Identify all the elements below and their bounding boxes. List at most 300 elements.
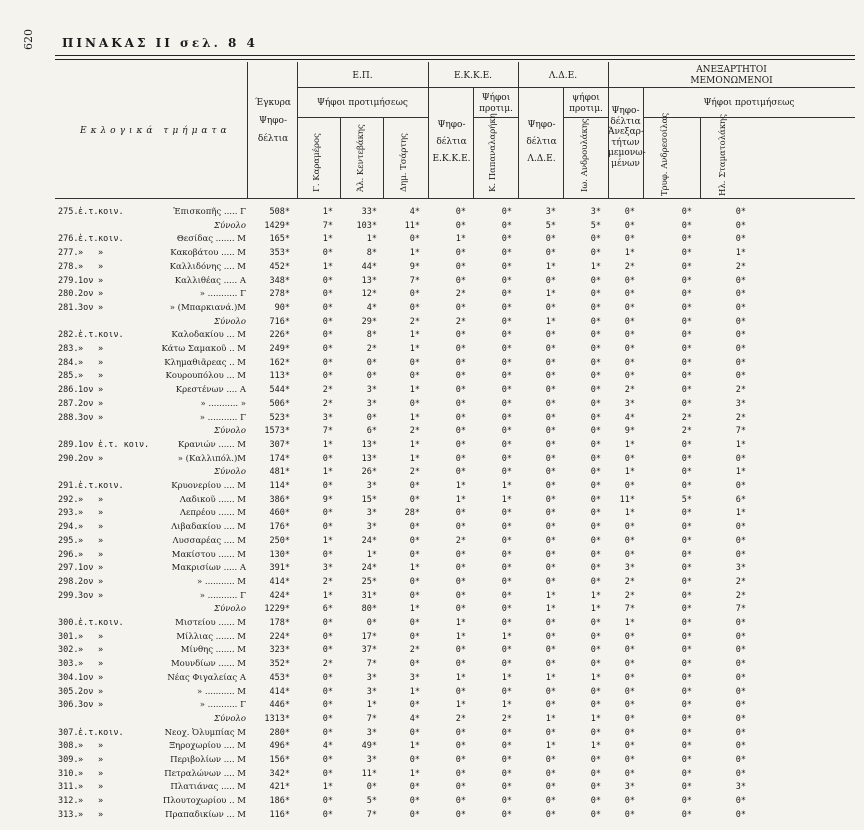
vote-cell: 1*: [409, 248, 420, 259]
table-row: [0, 632, 864, 643]
vote-cell: 0*: [501, 809, 512, 820]
district-name: Κάτω Σαμακοῦ .. Μ: [161, 344, 246, 354]
vote-cell: 176*: [269, 522, 290, 533]
vote-cell: 2*: [322, 576, 333, 587]
vote-cell: 0*: [545, 535, 556, 546]
vote-cell: 0*: [366, 357, 377, 368]
vote-cell: 0*: [545, 426, 556, 437]
vote-cell: 0*: [590, 248, 601, 259]
vote-cell: 0*: [545, 755, 556, 765]
vote-cell: 1*: [455, 481, 466, 491]
vote-cell: 1*: [366, 700, 377, 711]
vote-cell: 0*: [681, 467, 692, 478]
vote-cell: 165*: [269, 234, 290, 245]
vote-cell: 0*: [681, 713, 692, 724]
vote-cell: 0*: [409, 659, 420, 670]
row-kind: κοιν.: [98, 727, 124, 738]
vote-cell: 11*: [361, 768, 377, 779]
row-number: 300.: [58, 618, 79, 628]
row-type: »: [78, 508, 84, 519]
vote-cell: 508*: [269, 207, 290, 217]
district-name: Λαδικοῦ ...... Μ: [179, 494, 246, 505]
vote-cell: 0*: [624, 809, 635, 820]
ade-preference-header: [564, 93, 608, 115]
vote-cell: 0*: [624, 357, 635, 368]
vote-cell: 0*: [681, 631, 692, 642]
vote-cell: 0*: [322, 700, 333, 711]
vote-cell: 162*: [269, 357, 290, 368]
table-row: [0, 673, 864, 684]
vote-cell: 0*: [735, 713, 746, 724]
vote-cell: 3*: [322, 563, 333, 574]
vote-cell: 2*: [624, 590, 635, 601]
row-number: 299.: [58, 590, 79, 601]
vote-cell: 24*: [361, 563, 377, 574]
vote-cell: 0*: [735, 727, 746, 738]
row-kind: κοιν.: [98, 618, 124, 628]
vote-cell: 0*: [366, 618, 377, 628]
vote-cell: 1*: [455, 672, 466, 683]
table-row: [0, 262, 864, 273]
header-bottom-rule: [55, 198, 855, 199]
table-title: ΠΙΝΑΚΑΣ ΙΙ σελ. 8 4: [62, 36, 258, 50]
table-row: [0, 276, 864, 287]
vote-cell: 2*: [735, 385, 746, 396]
row-number: 312.: [58, 796, 79, 807]
row-type: »: [78, 755, 84, 765]
vote-cell: 0*: [545, 645, 556, 656]
vote-cell: 0*: [735, 549, 746, 560]
vote-cell: 0*: [501, 330, 512, 341]
table-row: [0, 645, 864, 656]
district-name: Μουνδίων ...... Μ: [170, 659, 246, 670]
header-line: προτιμ.: [479, 104, 513, 114]
vote-cell: 0*: [501, 549, 512, 560]
vote-cell: 0*: [322, 618, 333, 628]
district-name: Κλημαθιᾶρεας .. Μ: [164, 357, 246, 368]
district-name: Περιβολίων .... Μ: [170, 755, 246, 765]
vote-cell: 2*: [735, 412, 746, 423]
row-type: »: [78, 494, 84, 505]
header-line: Ψηφο-: [527, 120, 556, 130]
header-line: ψήφοι: [572, 93, 600, 103]
table-row: [0, 728, 864, 739]
vote-cell: 0*: [735, 275, 746, 286]
vote-cell: 24*: [361, 535, 377, 546]
vote-cell: 0*: [624, 549, 635, 560]
vote-cell: 0*: [501, 604, 512, 615]
district-name: Καλλιθέας ..... Α: [174, 275, 246, 286]
page-number: 620: [22, 29, 35, 50]
vote-cell: 1313*: [264, 713, 290, 724]
row-kind: »: [98, 576, 104, 587]
vote-cell: 0*: [590, 727, 601, 738]
row-number: 303.: [58, 659, 79, 670]
vote-cell: 9*: [322, 494, 333, 505]
vote-cell: 0*: [735, 741, 746, 752]
table-row: [0, 687, 864, 698]
district-name: Κρυονερίου .... Μ: [171, 481, 246, 491]
row-type: ἐ.τ.: [78, 618, 99, 628]
vote-cell: 0*: [322, 796, 333, 807]
table-row: [0, 344, 864, 355]
vote-cell: 0*: [681, 604, 692, 615]
vote-cell: 0*: [455, 248, 466, 259]
vote-cell: 9*: [624, 426, 635, 437]
district-name: » ........... Μ: [196, 686, 246, 697]
vote-cell: 0*: [545, 796, 556, 807]
row-type: ἐ.τ.: [78, 481, 99, 491]
section-label: Εκλογικά τμήματα: [80, 126, 231, 136]
header-line: τήτων: [611, 137, 640, 148]
vote-cell: 0*: [455, 453, 466, 464]
row-number: 279.: [58, 275, 79, 286]
district-name: Θεσίδας ....... Μ: [176, 234, 246, 245]
vote-cell: 4*: [366, 302, 377, 313]
district-name: » ........... Γ: [199, 289, 246, 300]
vote-cell: 4*: [624, 412, 635, 423]
row-kind: »: [98, 535, 104, 546]
vote-cell: 3*: [366, 672, 377, 683]
district-name: Σύνολο: [214, 604, 246, 615]
row-kind: »: [98, 289, 104, 300]
vote-cell: 0*: [501, 755, 512, 765]
district-name: Σύνολο: [214, 713, 246, 724]
vote-cell: 280*: [269, 727, 290, 738]
header-line: δέλτια: [257, 134, 289, 144]
district-name: Λυσσαρέας .... Μ: [172, 535, 246, 546]
vote-cell: 0*: [455, 371, 466, 382]
vote-cell: 0*: [681, 809, 692, 820]
independents-ballots-header: [608, 106, 646, 169]
row-number: 301.: [58, 631, 79, 642]
vote-cell: 353*: [269, 248, 290, 259]
vote-cell: 0*: [455, 357, 466, 368]
vote-cell: 1229*: [264, 604, 290, 615]
table-row: [0, 495, 864, 506]
vote-cell: 7*: [322, 426, 333, 437]
vote-cell: 0*: [590, 809, 601, 820]
vote-cell: 1*: [624, 508, 635, 519]
district-name: Μακρισίων ..... Α: [171, 563, 246, 574]
table-row: [0, 536, 864, 547]
table-row: [0, 358, 864, 369]
row-type: »: [78, 796, 84, 807]
table-row: [0, 700, 864, 711]
vote-cell: 0*: [681, 727, 692, 738]
table-row: [0, 508, 864, 519]
row-kind: »: [98, 796, 104, 807]
row-type: 3ον: [78, 700, 94, 711]
table-row: [0, 371, 864, 382]
district-name: Νέας Φιγαλείας Α: [167, 672, 246, 683]
vote-cell: 3*: [366, 727, 377, 738]
ade-candidate-1: Ιω. Ανδρουλάκης: [580, 118, 590, 192]
vote-cell: 178*: [269, 618, 290, 628]
vote-cell: 386*: [269, 494, 290, 505]
vote-cell: 0*: [322, 371, 333, 382]
vote-cell: 0*: [590, 549, 601, 560]
vote-cell: 0*: [409, 481, 420, 491]
vote-cell: 0*: [545, 494, 556, 505]
vote-cell: 2*: [735, 576, 746, 587]
vote-cell: 0*: [322, 357, 333, 368]
vote-cell: 0*: [681, 330, 692, 341]
district-name: » (Μπαρκιανά.)Μ: [169, 302, 246, 313]
table-row: [0, 618, 864, 629]
vote-cell: 0*: [590, 385, 601, 396]
vote-cell: 0*: [545, 631, 556, 642]
vote-cell: 1*: [735, 467, 746, 478]
vote-cell: 0*: [590, 782, 601, 793]
vote-cell: 0*: [455, 645, 466, 656]
top-rule-2: [55, 59, 855, 60]
vote-cell: 5*: [366, 796, 377, 807]
row-kind: ἐ.τ. κοιν.: [98, 439, 150, 450]
vote-cell: 0*: [545, 522, 556, 533]
vote-cell: 0*: [590, 412, 601, 423]
vote-cell: 0*: [501, 344, 512, 354]
vote-cell: 1*: [545, 261, 556, 272]
row-type: 2ον: [78, 398, 94, 409]
vote-cell: 0*: [590, 659, 601, 670]
vote-cell: 0*: [590, 344, 601, 354]
vote-cell: 0*: [681, 248, 692, 259]
vote-cell: 1*: [624, 618, 635, 628]
vote-cell: 0*: [366, 371, 377, 382]
row-number: 286.: [58, 385, 79, 396]
row-kind: »: [98, 412, 104, 423]
vote-cell: 0*: [409, 302, 420, 313]
row-number: 304.: [58, 672, 79, 683]
vote-cell: 0*: [501, 645, 512, 656]
vote-cell: 2*: [624, 385, 635, 396]
vote-cell: 8*: [366, 248, 377, 259]
ekke-ballots-header: [430, 120, 473, 165]
vote-cell: 2*: [409, 426, 420, 437]
vote-cell: 0*: [590, 768, 601, 779]
vote-cell: 1*: [545, 289, 556, 300]
vote-cell: 0*: [590, 234, 601, 245]
vote-cell: 414*: [269, 576, 290, 587]
row-kind: »: [98, 755, 104, 765]
vote-cell: 0*: [624, 645, 635, 656]
ep-preference-header: Ψήφοι προτιμήσεως: [317, 98, 408, 108]
vote-cell: 7*: [735, 604, 746, 615]
vote-cell: 0*: [735, 302, 746, 313]
district-name: » ........... Μ: [196, 576, 246, 587]
district-name: » ........... Γ: [199, 412, 246, 423]
vote-cell: 28*: [404, 508, 420, 519]
vote-cell: 0*: [590, 576, 601, 587]
vote-cell: 0*: [590, 796, 601, 807]
vote-cell: 0*: [455, 755, 466, 765]
vote-cell: 0*: [681, 220, 692, 231]
district-name: Σύνολο: [214, 316, 246, 327]
vote-cell: 7*: [409, 275, 420, 286]
row-number: 281.: [58, 302, 79, 313]
vote-cell: 0*: [545, 330, 556, 341]
independent-candidate-2: Ηλ. Σταματολάκης: [718, 113, 728, 196]
vote-cell: 496*: [269, 741, 290, 752]
vote-cell: 0*: [735, 522, 746, 533]
district-name: Πετραλώνων .... Μ: [164, 768, 246, 779]
row-number: 298.: [58, 576, 79, 587]
district-name: » ........... Γ: [199, 700, 246, 711]
header-line: Ψήφοι: [481, 93, 511, 103]
vote-cell: 0*: [590, 563, 601, 574]
district-name: » (Καλλιπόλ.)Μ: [177, 453, 246, 464]
vote-cell: 0*: [322, 549, 333, 560]
vote-cell: 0*: [409, 289, 420, 300]
row-number: 280.: [58, 289, 79, 300]
row-type: »: [78, 549, 84, 560]
vote-cell: 0*: [409, 357, 420, 368]
vote-cell: 0*: [590, 426, 601, 437]
vote-cell: 1*: [590, 672, 601, 683]
header-line: Λ.Δ.Ε.: [527, 154, 556, 164]
row-type: »: [78, 371, 84, 382]
header-line: προτιμ.: [569, 104, 603, 114]
vote-cell: 0*: [366, 782, 377, 793]
vote-cell: 0*: [735, 344, 746, 354]
vote-cell: 2*: [681, 412, 692, 423]
row-kind: κοιν.: [98, 207, 124, 217]
vote-cell: 0*: [501, 768, 512, 779]
vote-cell: 0*: [501, 385, 512, 396]
district-name: Σύνολο: [214, 426, 246, 437]
vote-cell: 31*: [361, 590, 377, 601]
vote-cell: 0*: [545, 357, 556, 368]
vote-cell: 0*: [590, 494, 601, 505]
vote-cell: 3*: [590, 207, 601, 217]
row-number: 285.: [58, 371, 79, 382]
vote-cell: 0*: [409, 618, 420, 628]
vote-cell: 0*: [681, 357, 692, 368]
vote-cell: 3*: [366, 398, 377, 409]
header-divider: [297, 62, 298, 198]
vote-cell: 0*: [590, 755, 601, 765]
header-line: Έγκυρα: [255, 98, 291, 108]
table-row: [0, 810, 864, 821]
vote-cell: 0*: [409, 522, 420, 533]
vote-cell: 0*: [735, 618, 746, 628]
row-type: 3ον: [78, 590, 94, 601]
vote-cell: 446*: [269, 700, 290, 711]
vote-cell: 0*: [455, 727, 466, 738]
vote-cell: 0*: [624, 234, 635, 245]
vote-cell: 44*: [361, 261, 377, 272]
row-kind: »: [98, 700, 104, 711]
vote-cell: 186*: [269, 796, 290, 807]
vote-cell: 0*: [455, 741, 466, 752]
vote-cell: 113*: [269, 371, 290, 382]
vote-cell: 0*: [681, 302, 692, 313]
vote-cell: 1*: [545, 741, 556, 752]
vote-cell: 0*: [681, 618, 692, 628]
vote-cell: 0*: [681, 207, 692, 217]
vote-cell: 1*: [455, 494, 466, 505]
vote-cell: 0*: [455, 659, 466, 670]
district-name: Μίλλιας ....... Μ: [176, 631, 246, 642]
vote-cell: 7*: [366, 809, 377, 820]
vote-cell: 414*: [269, 686, 290, 697]
district-name: Καλλιδόνης .... Μ: [169, 261, 246, 272]
header-line: δέλτια: [526, 137, 557, 147]
vote-cell: 13*: [361, 453, 377, 464]
header-line: Άνεξαρ-: [608, 127, 644, 137]
district-name: » ........... »: [200, 398, 246, 409]
row-type: 3ον: [78, 412, 94, 423]
row-type: »: [78, 535, 84, 546]
vote-cell: 0*: [545, 576, 556, 587]
vote-cell: 0*: [735, 453, 746, 464]
row-kind: κοιν.: [98, 330, 124, 341]
vote-cell: 2*: [455, 316, 466, 327]
vote-cell: 391*: [269, 563, 290, 574]
district-name: Πλουτοχωρίου .. Μ: [162, 796, 246, 807]
row-type: 3ον: [78, 302, 94, 313]
row-kind: »: [98, 672, 104, 683]
vote-cell: 0*: [501, 289, 512, 300]
vote-cell: 0*: [735, 686, 746, 697]
row-kind: »: [98, 275, 104, 286]
vote-cell: 0*: [681, 385, 692, 396]
vote-cell: 1*: [545, 713, 556, 724]
vote-cell: 323*: [269, 645, 290, 656]
row-type: »: [78, 344, 84, 354]
row-number: 289.: [58, 439, 79, 450]
vote-cell: 1573*: [264, 426, 290, 437]
vote-cell: 523*: [269, 412, 290, 423]
vote-cell: 1*: [455, 631, 466, 642]
vote-cell: 3*: [624, 782, 635, 793]
vote-cell: 506*: [269, 398, 290, 409]
vote-cell: 0*: [681, 686, 692, 697]
vote-cell: 0*: [322, 727, 333, 738]
vote-cell: 1*: [409, 412, 420, 423]
row-number: 288.: [58, 412, 79, 423]
district-name: Καλοδακίου ... Μ: [171, 330, 246, 341]
ekke-preference-header: [474, 93, 518, 115]
vote-cell: 0*: [681, 796, 692, 807]
vote-cell: 0*: [681, 344, 692, 354]
row-kind: »: [98, 686, 104, 697]
vote-cell: 11*: [619, 494, 635, 505]
row-number: 292.: [58, 494, 79, 505]
vote-cell: 0*: [322, 522, 333, 533]
vote-cell: 0*: [624, 535, 635, 546]
top-rule: [55, 55, 855, 56]
vote-cell: 114*: [269, 481, 290, 491]
vote-cell: 0*: [322, 508, 333, 519]
vote-cell: 1*: [409, 768, 420, 779]
vote-cell: 0*: [501, 371, 512, 382]
vote-cell: 0*: [624, 220, 635, 231]
row-kind: »: [98, 453, 104, 464]
vote-cell: 0*: [624, 755, 635, 765]
row-type: »: [78, 809, 84, 820]
vote-cell: 2*: [455, 713, 466, 724]
vote-cell: 0*: [590, 686, 601, 697]
vote-cell: 0*: [501, 727, 512, 738]
vote-cell: 0*: [545, 809, 556, 820]
header-line: Ψηφο-: [437, 120, 466, 130]
vote-cell: 0*: [624, 700, 635, 711]
ep-candidate-3: Δημ. Τσάρτης: [399, 133, 409, 192]
vote-cell: 1*: [322, 782, 333, 793]
row-number: 311.: [58, 782, 79, 793]
